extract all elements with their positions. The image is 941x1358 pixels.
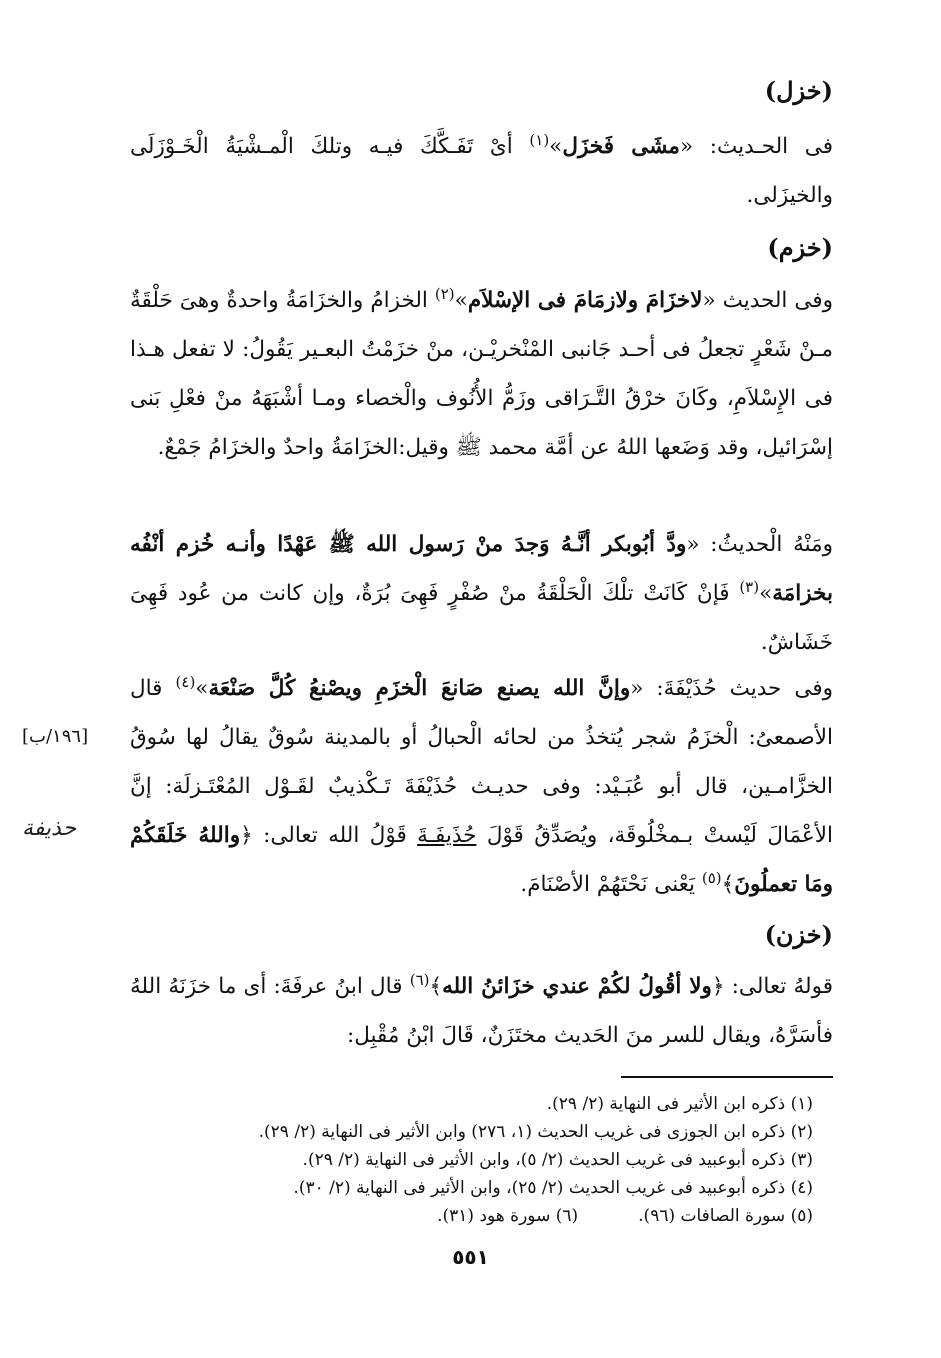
text-run: ﴾ [429, 974, 443, 999]
text-run: وفى حديث حُذَيْفَةَ: « [630, 676, 833, 701]
text-run: يَعْنى نَحْتَهُمْ الأصْنَامَ. [520, 872, 702, 897]
footnote-ref: (٦) [409, 970, 430, 989]
footnotes [160, 1090, 813, 1230]
text-run: فى الحـديث: « [679, 134, 833, 159]
margin-folio-note: [١٩٦/ب] [22, 726, 89, 747]
entry-heading-khazam: (خزم) [767, 233, 833, 262]
footnote-5: (٥) سورة الصافات (٩٦). [638, 1206, 813, 1226]
footnote-5-6 [160, 1202, 813, 1230]
text-run: ﴾ [721, 872, 735, 897]
text-run: ومَنْهُ الْحديثُ: « [686, 532, 833, 557]
footnote-6: (٦) سورة هود (٣١). [437, 1206, 579, 1226]
text-run: قال الأصمعىُ: الْخزَمُ شجر يُتخذُ من لحائه الْحبالُ أو بالمدينة سُوقٌ يقالُ لها سُوقُ الخزَّامـين، قال أبو عُبَـيْد: وفى حديـث حُذَيْفَةَ تَـكْذيبٌ لقَـوْل المُعْتَـزلَة: إنَّ الأعْمَالَ لَيْستْ بـمخْلُوقَة، ويُصَدِّقُ قَوْلَ [130, 676, 833, 848]
footnote-ref: (٥) [701, 868, 722, 887]
footnote-ref: (٤) [175, 672, 196, 691]
entry-heading-khazan: (خزن) [764, 920, 833, 949]
text-run: قَوْلُ الله تعالى: ﴿ [240, 823, 418, 848]
footnote-4: (٤) ذكره أبوعبيد فى غريب الحديث (٢/ ٢٥)، وابن الأثير فى النهاية (٢/ ٣٠). [293, 1178, 813, 1198]
page-number: ٥٥١ [452, 1245, 489, 1269]
footnote-separator [621, 1076, 833, 1078]
text-run: الخزامُ والخزَامَةُ واحدةٌ وهىَ حَلْقَةٌ مـنْ شَعْرٍ تجعلُ فى أحـد جَانبى المْنْخريْـن، منْ خزَمْتُ البعـير يَقُولُ: لا تفعل هـذا فى الإِسْلاَمِ، وكَانَ خرْقُ التَّـرَاقى وزَمُّ الأُنُوف والْخصاء ومـا أشْبَهَهُ منْ فعْلِ بَنى إسْرَائيل، وقد وَضَعها اللهُ عن أمَّة محمد ﷺ وقيل:الخزَامَةُ واحدٌ والخزَامُ جَمْعٌ. [130, 288, 833, 460]
text-run: » [195, 676, 209, 701]
footnote-2: (٢) ذكره ابن الجوزى فى غريب الحديث (١، ٢٧٦) وابن الأثير فى النهاية (٢/ ٢٩). [258, 1122, 813, 1142]
text-run: » [759, 581, 773, 606]
quoted-text: لاخزَامَ ولازمَامَ فى الإسْلاَم [467, 288, 703, 313]
entry-heading-khazal: (خزل) [764, 76, 833, 105]
text-run: قال ابنُ عرفَةَ: أى ما خزَنَهُ اللهُ فأسَرَّهُ، ويقال للسر منَ الحَديث مختَزَنٌ، قَالَ ابْنُ مُقْبِل: [130, 974, 833, 1048]
footnote-ref: (١) [529, 130, 550, 149]
footnote-ref: (٢) [434, 284, 455, 303]
paragraph-khazal [130, 122, 833, 220]
text-run: حُذَيفَـةَ [417, 823, 477, 848]
text-run: » [454, 288, 468, 313]
text-run: » [549, 134, 563, 159]
margin-handwritten-note: حذيفة [22, 816, 77, 841]
footnote-ref: (٣) [739, 577, 760, 596]
quoted-text: واللهُ خَلَقَكُمْ ومَا تعملُونَ [130, 823, 833, 897]
paragraph-khazam-1 [130, 276, 833, 472]
text-run: وفى الحديث « [702, 288, 833, 313]
paragraph-khazam-3 [130, 664, 833, 909]
footnote-1: (١) ذكره ابن الأثير فى النهاية (٢/ ٢٩). [546, 1094, 813, 1114]
text-run: أىْ تَفَـكَّكَ فيـه وتلكَ الْمـشْيَةُ الْخَـوْزَلَى والخيزَلى. [130, 134, 833, 208]
quoted-text: ولا أقُولُ لكُمْ عندي خزَائنُ الله [442, 974, 712, 999]
paragraph-khazan [130, 962, 833, 1060]
quoted-text: مشَى فَخزَل [562, 134, 680, 159]
text-run: قولهُ تعالى: ﴿ [711, 974, 833, 999]
quoted-text: وإنَّ الله يصنع صَانعَ الْخزَمِ ويصْنعُ كُلَّ صَنْعَة [208, 676, 631, 701]
text-run: فَإنْ كَانَتْ تلْكَ الْحَلْقَةُ منْ صُفْرٍ فَهِىَ بُرَةٌ، وإن كانت من عُود فَهِىَ خَشَاشٌ. [130, 581, 833, 655]
footnote-3: (٣) ذكره أبوعبيد فى غريب الحديث (٢/ ٥)، وابن الأثير فى النهاية (٢/ ٢٩). [302, 1150, 813, 1170]
quoted-text: ودَّ أبُوبكر أنَّـهُ وَجدَ منْ رَسول الله ﷺ عَهْدًا وأنـه خُزم أنْفُه بخزامَة [130, 532, 833, 606]
paragraph-khazam-2 [130, 520, 833, 667]
